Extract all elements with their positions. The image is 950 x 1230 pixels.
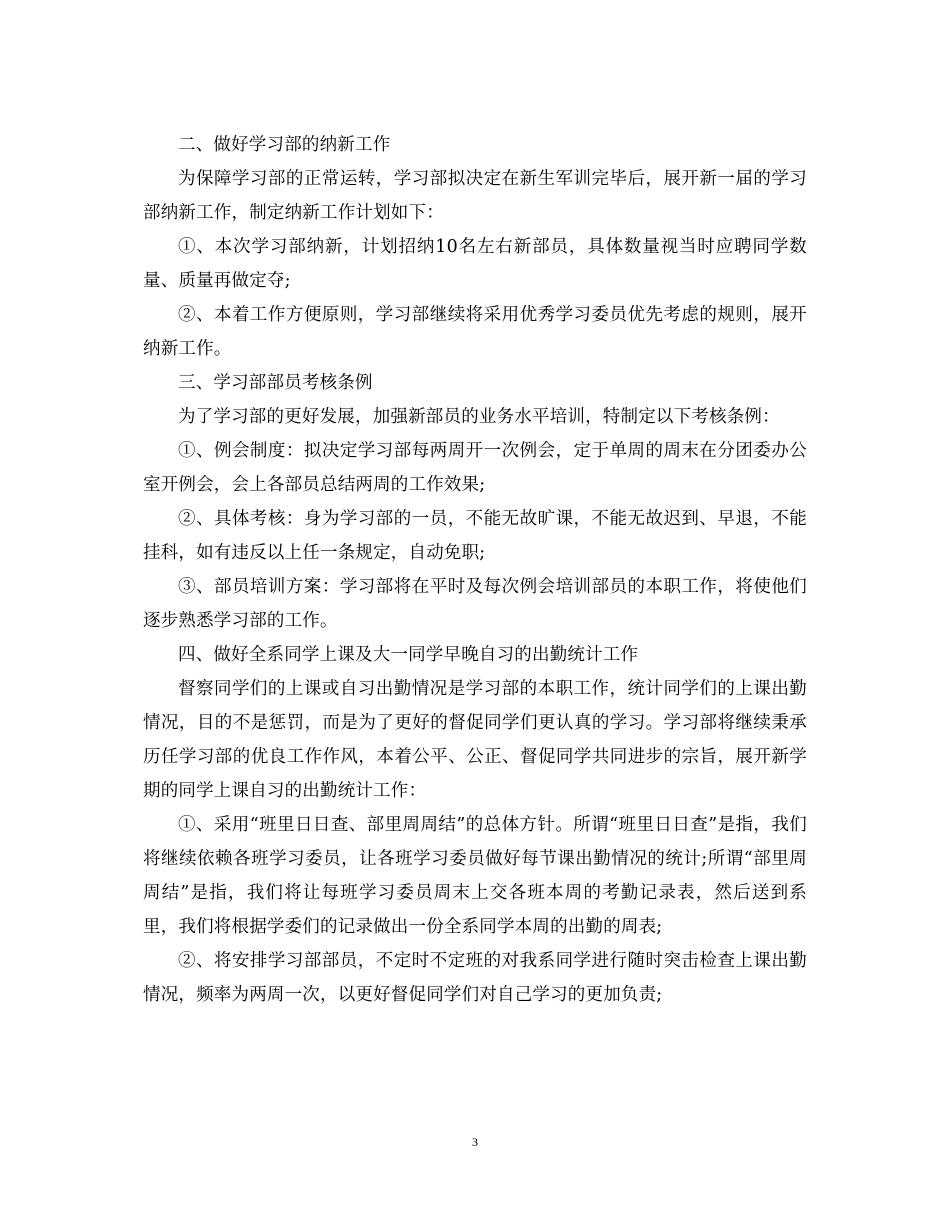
section-heading-assessment: 三、学习部部员考核条例 bbox=[178, 373, 373, 393]
document-body bbox=[143, 128, 807, 1012]
list-item-recruitment-1: ①、本次学习部纳新，计划招纳10名左右新部员，具体数量视当时应聘同学数量、质量再做定夺; bbox=[143, 237, 807, 291]
paragraph-attendance-intro: 督察同学们的上课或自习出勤情况是学习部的本职工作，统计同学们的上课出勤情况，目的不是惩罚，而是为了更好的督促同学们更认真的学习。学习部将继续秉承历任学习部的优良工作作风，本着公平、公正、督促同学共同进步的宗旨，展开新学期的同学上课自习的出勤统计工作： bbox=[143, 679, 807, 801]
list-item-attendance-2: ②、将安排学习部部员，不定时不定班的对我系同学进行随时突击检查上课出勤情况，频率为两周一次，以更好督促同学们对自己学习的更加负责; bbox=[143, 951, 807, 1005]
paragraph-assessment-intro: 为了学习部的更好发展，加强新部员的业务水平培训，特制定以下考核条例： bbox=[178, 407, 780, 427]
list-item-assessment-1: ①、例会制度：拟决定学习部每两周开一次例会，定于单周的周末在分团委办公室开例会，会上各部员总结两周的工作效果; bbox=[143, 441, 807, 495]
list-item-assessment-3: ③、部员培训方案：学习部将在平时及每次例会培训部员的本职工作，将使他们逐步熟悉学习部的工作。 bbox=[143, 577, 807, 631]
list-item-attendance-1: ①、采用“班里日日查、部里周周结”的总体方针。所谓“班里日日查”是指，我们将继续依赖各班学习委员，让各班学习委员做好每节课出勤情况的统计;所谓“部里周周结”是指，我们将让每班学习委员周末上交各班本周的考勤记录表，然后送到系里，我们将根据学委们的记录做出一份全系同学本周的出勤的周表; bbox=[143, 815, 807, 937]
list-item-assessment-2: ②、具体考核：身为学习部的一员，不能无故旷课，不能无故迟到、早退，不能挂科，如有违反以上任一条规定，自动免职; bbox=[143, 509, 807, 563]
section-heading-recruitment: 二、做好学习部的纳新工作 bbox=[178, 135, 391, 155]
page-number: 3 bbox=[472, 1135, 478, 1149]
list-item-recruitment-2: ②、本着工作方便原则，学习部继续将采用优秀学习委员优先考虑的规则，展开纳新工作。 bbox=[143, 305, 807, 359]
paragraph-recruitment-intro: 为保障学习部的正常运转，学习部拟决定在新生军训完毕后，展开新一届的学习部纳新工作，制定纳新工作计划如下： bbox=[143, 169, 807, 223]
section-heading-attendance: 四、做好全系同学上课及大一同学早晚自习的出勤统计工作 bbox=[178, 645, 639, 665]
